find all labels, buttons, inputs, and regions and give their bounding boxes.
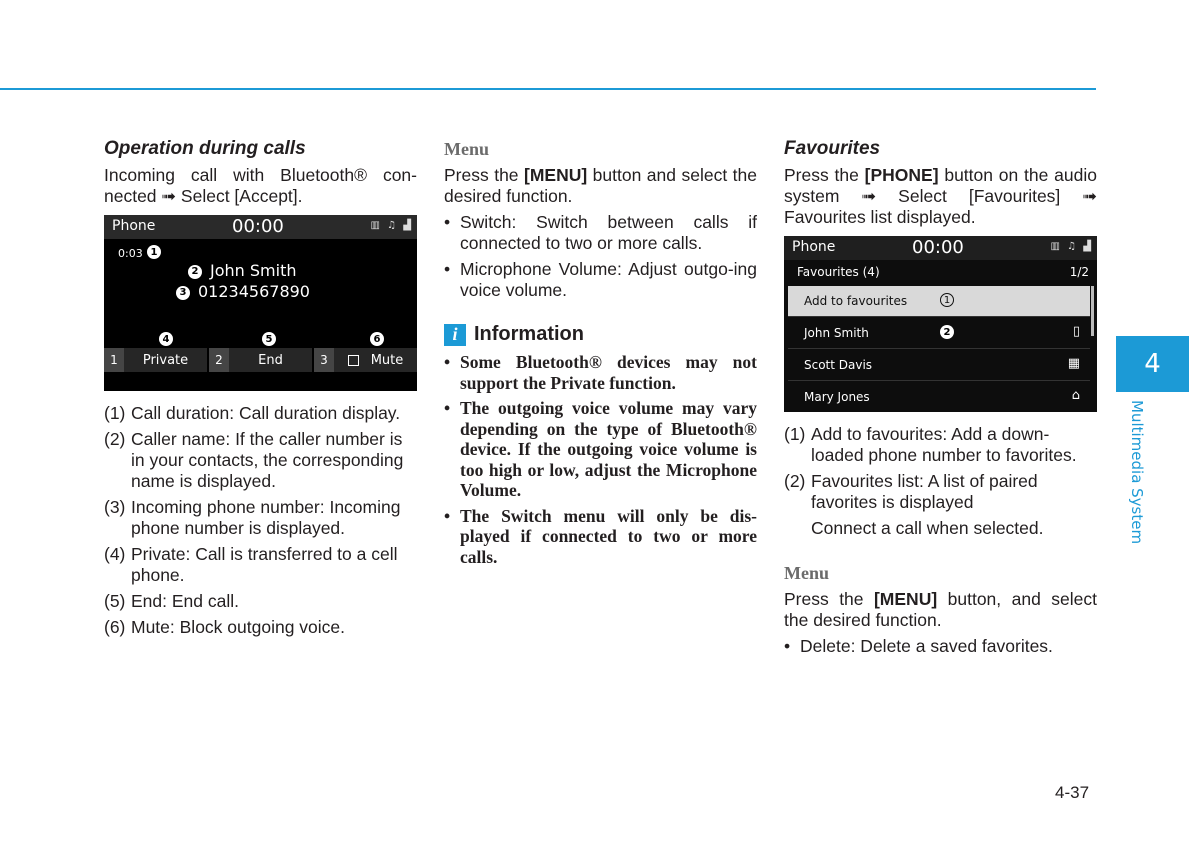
favourites-intro [784, 165, 1097, 228]
item-number: (3) [104, 497, 126, 517]
page-indicator: 1/2 [1069, 265, 1089, 279]
info-text: Some Bluetooth® devices may not support the Private function. [460, 352, 757, 393]
column-favourites [784, 137, 1097, 657]
favourite-item-john-smith[interactable] [788, 318, 1090, 349]
mute-label: Mute [370, 352, 404, 368]
information-header [444, 323, 757, 346]
list-item [784, 424, 1097, 466]
item-number: (2) [784, 471, 806, 491]
marker-6: 6 [370, 332, 384, 346]
menu-intro-pre: Press the [444, 165, 525, 185]
bullet-text: Microphone Volume: Adjust outgo-ing voice volume. [460, 259, 757, 300]
menu-heading: Menu [444, 139, 489, 159]
item-text: Caller name: If the caller number is in your contacts, the corresponding name is displayed. [131, 429, 404, 491]
marker-3: 3 [176, 286, 190, 300]
item-text: End: End call. [131, 591, 239, 611]
item-subtext: Connect a call when selected. [811, 518, 1044, 538]
list-item [784, 636, 1097, 657]
menu-intro [784, 589, 1097, 631]
item-text: Mute: Block outgoing voice. [131, 617, 346, 637]
list-item [104, 403, 417, 424]
chapter-tab: 4 [1116, 336, 1189, 392]
item-text: Favourites list: A list of paired favorites is displayed [811, 471, 1038, 512]
marker-1: 1 [940, 293, 954, 307]
item-text: Incoming phone number: Incoming phone number is displayed. [131, 497, 401, 538]
screen-clock: 00:00 [232, 216, 284, 237]
marker-1: 1 [147, 245, 161, 259]
row-label: Add to favourites [804, 294, 908, 308]
intro-post: button on the audio system ➟ Select [Favourites] ➟ Favourites list displayed. [784, 165, 1097, 227]
favourites-heading: Favourites [784, 138, 881, 159]
list-item [104, 497, 417, 539]
item-number: (6) [104, 617, 126, 637]
key-number: 2 [209, 348, 229, 372]
info-text: The Switch menu will only be dis-played if connected to two or more calls. [460, 505, 757, 567]
item-number: (4) [104, 544, 126, 564]
info-item [444, 506, 757, 568]
info-icon: i [444, 324, 466, 346]
item-number: (1) [104, 403, 126, 423]
bullet-text: Delete: Delete a saved favorites. [800, 636, 1053, 656]
mute-button[interactable] [314, 348, 417, 372]
caller-name: John Smith [210, 261, 297, 280]
end-label: End [258, 352, 283, 368]
bullet: • [444, 398, 451, 418]
marker-2: 2 [188, 265, 202, 279]
private-label: Private [142, 352, 189, 368]
row-label: Scott Davis [804, 358, 873, 372]
chapter-side-label [1128, 400, 1148, 560]
checkbox-icon [348, 355, 359, 366]
call-duration: 0:03 [118, 247, 143, 260]
incoming-call-screen [104, 215, 417, 391]
list-item [104, 591, 417, 612]
column-menu [444, 137, 757, 567]
mobile-phone-icon: ▯ [1072, 324, 1080, 339]
caller-number: 01234567890 [198, 282, 310, 301]
menu-key: [MENU] [873, 589, 938, 609]
add-to-favourites-item[interactable] [788, 286, 1090, 317]
menu-intro-post: button, and select the desired function. [784, 589, 1097, 630]
list-item [104, 617, 417, 638]
list-title: Favourites (4) [797, 265, 880, 279]
intro-pre: Press the [784, 165, 865, 185]
screen-title: Phone [792, 239, 836, 255]
column-operation-during-calls [104, 137, 417, 638]
private-button[interactable] [104, 348, 207, 372]
favourite-item-scott-davis[interactable] [788, 350, 1090, 381]
information-title: Information [474, 323, 584, 345]
list-item [104, 429, 417, 492]
menu-intro [444, 165, 757, 207]
list-item [104, 544, 417, 586]
intro-text: Incoming call with Bluetooth® con-nected ➟ Select [Accept]. [104, 165, 417, 206]
menu-key: [MENU] [524, 165, 588, 185]
marker-4: 4 [159, 332, 173, 346]
item-number: (1) [784, 424, 806, 444]
screen-clock: 00:00 [912, 237, 964, 258]
status-icons: ▥ ♫ ▟ [370, 220, 413, 231]
chapter-label: Multimedia System [1128, 400, 1146, 545]
scrollbar[interactable] [1091, 286, 1094, 336]
mute-label-wrap [334, 353, 417, 368]
page-number: 4-37 [1055, 783, 1090, 802]
bullet: • [444, 259, 451, 279]
row-label: Mary Jones [804, 390, 870, 404]
info-item [444, 352, 757, 393]
info-item [444, 398, 757, 501]
bullet-text: Switch: Switch between calls if connected to two or more calls. [460, 212, 757, 253]
info-text: The outgoing voice volume may vary depending on the type of Bluetooth® device. If the outgoing voice volume is too high or low, adjust the Microphone Volume. [460, 398, 757, 500]
status-bar [784, 236, 1097, 260]
top-rule [0, 88, 1096, 90]
home-icon: ⌂ [1071, 388, 1080, 403]
item-text: Add to favourites: Add a down-loaded phone number to favorites. [811, 424, 1077, 465]
key-number: 1 [104, 348, 124, 372]
status-icons: ▥ ♫ ▟ [1050, 241, 1093, 252]
menu-intro-post: button and select the desired function. [444, 165, 757, 206]
item-text: Private: Call is transferred to a cell phone. [131, 544, 398, 585]
status-bar [104, 215, 417, 239]
end-button[interactable] [209, 348, 312, 372]
screen-title: Phone [112, 218, 156, 234]
favourites-screen [784, 236, 1097, 412]
list-item [444, 259, 757, 301]
bullet: • [444, 212, 451, 232]
caller-name-row [188, 261, 296, 280]
list-item [444, 212, 757, 254]
key-number: 3 [314, 348, 334, 372]
phone-key: [PHONE] [864, 165, 939, 185]
menu-intro-pre: Press the [784, 589, 874, 609]
row-label: John Smith [804, 326, 869, 340]
bullet: • [444, 352, 451, 372]
item-number: (5) [104, 591, 126, 611]
favourites-list-header [784, 260, 1097, 284]
favourite-item-mary-jones[interactable] [788, 382, 1090, 412]
item-number: (2) [104, 429, 126, 449]
marker-2: 2 [940, 325, 954, 339]
list-item [784, 471, 1097, 539]
bullet: • [444, 505, 451, 526]
bullet: • [784, 636, 791, 656]
call-button-bar [104, 348, 417, 372]
caller-number-row [176, 282, 310, 301]
section-heading: Operation during calls [104, 138, 306, 159]
item-text: Call duration: Call duration display. [131, 403, 401, 423]
marker-5: 5 [262, 332, 276, 346]
menu-heading: Menu [784, 563, 829, 583]
office-phone-icon: ▦ [1067, 356, 1080, 371]
